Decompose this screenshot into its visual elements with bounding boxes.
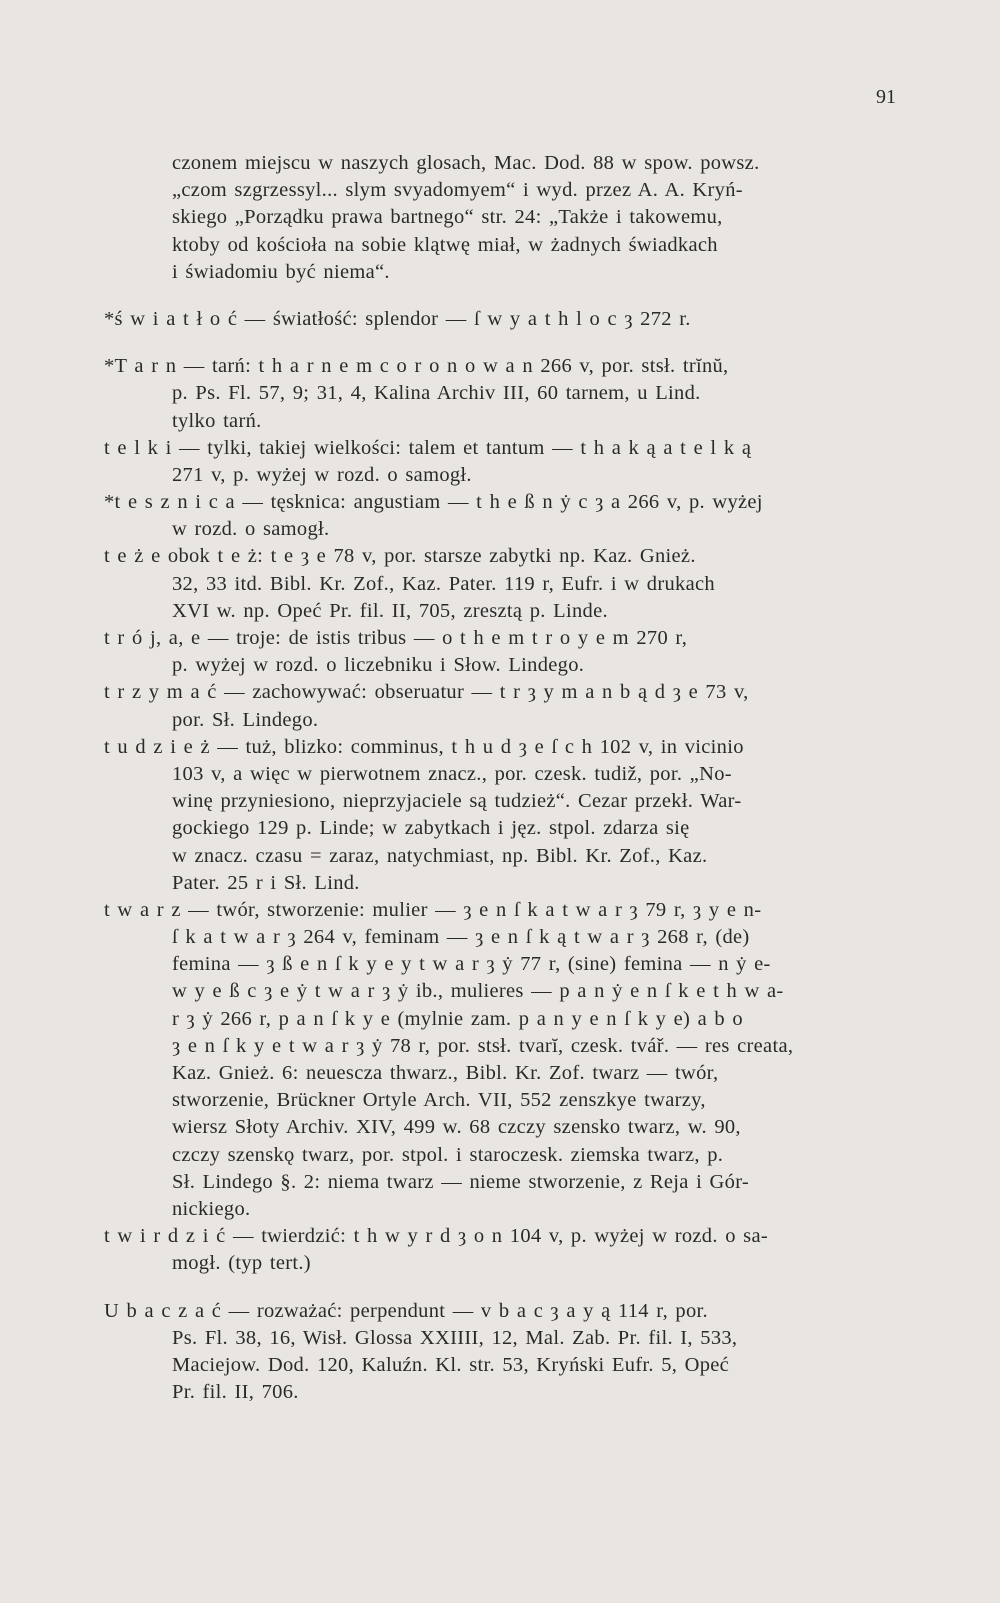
text-line: w rozd. o samogł. xyxy=(172,518,330,541)
text-line: tylko tarń. xyxy=(172,409,262,432)
text-line: w znacz. czasu = zaraz, natychmiast, np. Bibl. Kr. Zof., Kaz. xyxy=(172,844,708,867)
text-line: gockiego 129 p. Linde; w zabytkach i jęz. stpol. zdarza się xyxy=(172,817,690,840)
text-line: winę przyniesiono, nieprzyjaciele są tudzież“. Cezar przekł. War- xyxy=(172,790,742,813)
text-line: czonem miejscu w naszych glosach, Mac. Dod. 88 w spow. powsz. xyxy=(172,152,760,174)
text-line: „czom szgrzessyl... slym svyadomyem“ i wyd. przez A. A. Kryń- xyxy=(172,179,743,202)
dictionary-text xyxy=(100,150,920,1406)
text-line: ȝ e n ſ k y e t w a r ȝ ẏ 78 r, por. stsł. tvarĭ, czesk. tvář. — res creata, xyxy=(172,1034,794,1057)
text-line: p. Ps. Fl. 57, 9; 31, 4, Kalina Archiv III, 60 tarnem, u Lind. xyxy=(172,382,701,405)
entry-headword-line: t r ó j, a, e — troje: de istis tribus — o t h e m t r o y e m 270 r, xyxy=(104,627,688,649)
text-line: por. Sł. Lindego. xyxy=(172,708,319,731)
paragraph-gap xyxy=(100,286,920,306)
entry-headword-line: *t e s z n i c a — tęsknica: angustiam — t h e ß n ẏ c ȝ a 266 v, p. wyżej xyxy=(104,491,763,514)
paragraph-gap xyxy=(100,1278,920,1298)
text-line: XVI w. np. Opeć Pr. fil. II, 705, zresztą p. Linde. xyxy=(172,599,608,622)
text-line: nickiego. xyxy=(172,1197,251,1220)
text-line: i świadomiu być niema“. xyxy=(172,260,390,283)
text-line: Pr. fil. II, 706. xyxy=(172,1381,299,1404)
entry-headword-line: t e l k i — tylki, takiej wielkości: talem et tantum — t h a k ą a t e l k ą xyxy=(104,436,752,459)
entry-headword-line: t r z y m a ć — zachowywać: obseruatur — t r ȝ y m a n b ą d ȝ e 73 v, xyxy=(104,681,749,704)
page-number: 91 xyxy=(876,86,896,108)
entry-headword-line: *ś w i a t ł o ć — światłość: splendor — ſ w y a t h l o c ȝ 272 r. xyxy=(104,307,691,330)
text-line: ſ k a t w a r ȝ 264 v, feminam — ȝ e n ſ k ą t w a r ȝ 268 r, (de) xyxy=(172,926,750,949)
paragraph-gap xyxy=(100,333,920,353)
text-line: 32, 33 itd. Bibl. Kr. Zof., Kaz. Pater. 119 r, Eufr. i w drukach xyxy=(172,572,715,595)
text-line: Sł. Lindego §. 2: niema twarz — nieme stworzenie, z Reja i Gór- xyxy=(172,1170,750,1193)
entry-headword-line: U b a c z a ć — rozważać: perpendunt — v b a c ȝ a y ą 114 r, por. xyxy=(104,1299,708,1322)
text-line: 103 v, a więc w pierwotnem znacz., por. czesk. tudiž, por. „No- xyxy=(172,762,732,785)
text-line: p. wyżej w rozd. o liczebniku i Słow. Lindego. xyxy=(172,654,585,677)
text-line: Ps. Fl. 38, 16, Wisł. Glossa XXIIII, 12, Mal. Zab. Pr. fil. I, 533, xyxy=(172,1326,738,1349)
entry-headword-line: t e ż e obok t e ż: t e ȝ e 78 v, por. starsze zabytki np. Kaz. Gnież. xyxy=(104,545,696,568)
entry-headword-line: t w a r z — twór, stworzenie: mulier — ȝ e n ſ k a t w a r ȝ 79 r, ȝ y e n- xyxy=(104,898,762,921)
text-line: stworzenie, Brückner Ortyle Arch. VII, 552 zenszkye twarzy, xyxy=(172,1089,706,1112)
text-line: r ȝ ẏ 266 r, p a n ſ k y e (mylnie zam. p a n y e n ſ k y e) a b o xyxy=(172,1007,743,1030)
text-line: 271 v, p. wyżej w rozd. o samogł. xyxy=(172,463,472,486)
text-line: mogł. (typ tert.) xyxy=(172,1252,311,1275)
entry-headword-line: *T a r n — tarń: t h a r n e m c o r o n o w a n 266 v, por. stsł. trĭnŭ, xyxy=(104,355,729,378)
text-line: w y e ß c ȝ e ẏ t w a r ȝ ẏ ib., mulieres — p a n ẏ e n ſ k e t h w a- xyxy=(172,980,784,1003)
text-line: Kaz. Gnież. 6: neuescza thwarz., Bibl. Kr. Zof. twarz — twór, xyxy=(172,1062,719,1084)
text-line: czczy szenskǫ twarz, por. stpol. i staroczesk. ziemska twarz, p. xyxy=(172,1143,724,1166)
entry-headword-line: t u d z i e ż — tuż, blizko: comminus, t h u d ȝ e ſ c h 102 v, in vicinio xyxy=(104,735,744,758)
text-line: wiersz Słoty Archiv. XIV, 499 w. 68 czczy szensko twarz, w. 90, xyxy=(172,1116,741,1139)
text-line: skiego „Porządku prawa bartnego“ str. 24: „Także i takowemu, xyxy=(172,206,723,229)
text-line: Pater. 25 r i Sł. Lind. xyxy=(172,871,360,894)
text-line: ktoby od kościoła na sobie klątwę miał, w żadnych świadkach xyxy=(172,233,718,256)
entry-headword-line: t w i r d z i ć — twierdzić: t h w y r d ȝ o n 104 v, p. wyżej w rozd. o sa- xyxy=(104,1225,768,1248)
text-line: femina — ȝ ß e n ſ k y e y t w a r ȝ ẏ 77 r, (sine) femina — n ẏ e- xyxy=(172,953,771,976)
text-line: Maciejow. Dod. 120, Kaluźn. Kl. str. 53, Kryński Eufr. 5, Opeć xyxy=(172,1353,730,1376)
